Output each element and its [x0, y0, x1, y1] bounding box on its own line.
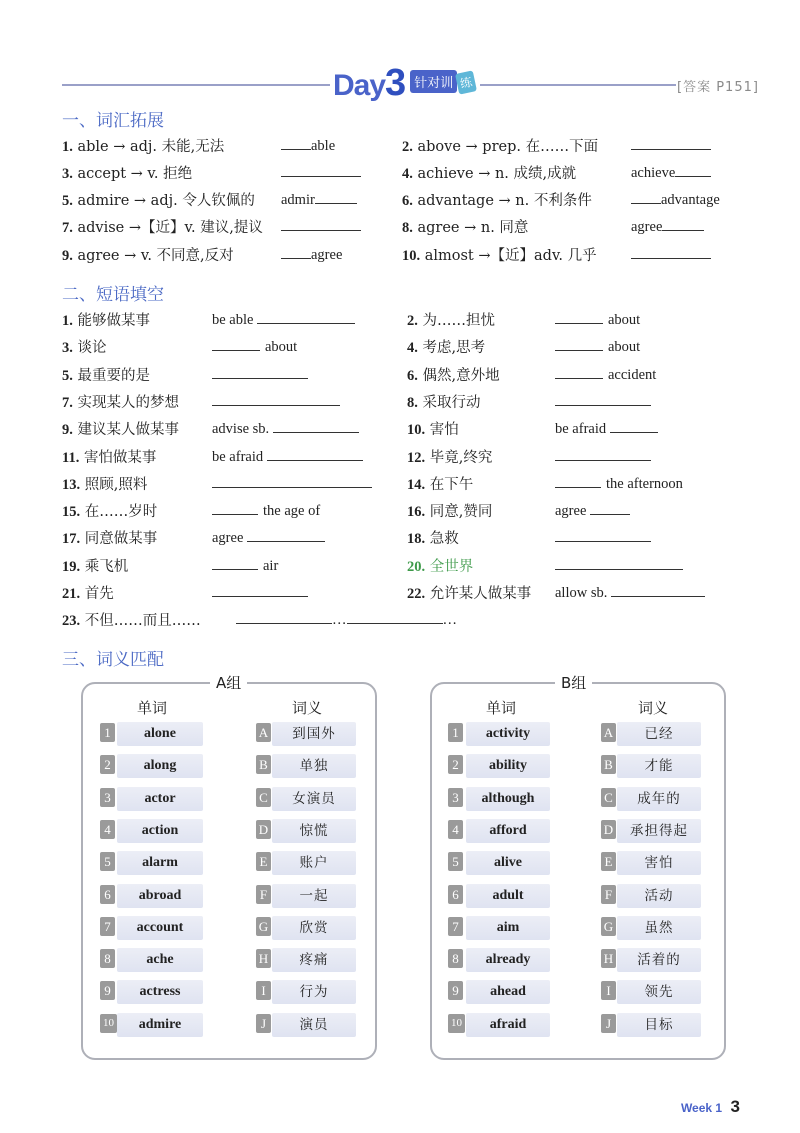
phrase-english: the age of: [263, 503, 321, 520]
vocab-prompt: almost →【近】adv. 几乎: [424, 248, 597, 264]
group-a-word-index: 6: [100, 885, 115, 904]
phrase-english: be afraid: [555, 421, 607, 438]
phrase-number: 3.: [62, 340, 73, 357]
phrase-chinese: 首先: [84, 586, 114, 602]
ellipsis: …: [332, 612, 347, 629]
group-b-meaning-index: A: [601, 723, 616, 742]
group-a-meaning-cell[interactable]: 欣赏: [272, 916, 356, 940]
group-b-meaning-cell[interactable]: 承担得起: [617, 819, 701, 843]
phrase-number: 2.: [407, 313, 418, 329]
group-a-word-index: 1: [100, 723, 115, 742]
phrase-number: 10.: [407, 422, 426, 439]
phrase-number: 14.: [407, 476, 426, 493]
phrase-number: 1.: [62, 313, 73, 329]
vocab-answer-blank[interactable]: [631, 189, 720, 209]
vocab-item: [62, 162, 192, 183]
group-a-meaning-index: H: [256, 949, 271, 968]
phrase-number: 9.: [62, 422, 73, 439]
vocab-answer-stem: achieve: [631, 165, 676, 181]
phrase-english: the afternoon: [606, 475, 683, 492]
group-b-meaning-index: J: [601, 1014, 616, 1033]
vocab-answer-blank[interactable]: [281, 162, 361, 182]
phrase-item: [407, 336, 485, 357]
phrase-answer-blank[interactable]: [555, 582, 705, 602]
phrase-item: [407, 418, 459, 439]
group-b-meaning-index: E: [601, 852, 616, 871]
page-number: 3: [730, 1097, 740, 1116]
group-b-word-cell[interactable]: already: [466, 948, 550, 972]
group-a-meaning-cell[interactable]: 一起: [272, 884, 356, 908]
vocab-answer-blank[interactable]: [281, 216, 361, 236]
group-b-word-index: 7: [448, 917, 463, 936]
phrase-chinese: 偶然,意外地: [422, 367, 500, 384]
vocab-item: [402, 162, 576, 183]
group-b-meaning-index: D: [601, 820, 616, 839]
group-a-word-cell[interactable]: actor: [117, 787, 203, 811]
phrase-chinese: 害怕做某事: [83, 449, 157, 466]
phrase-english: be able: [212, 312, 254, 328]
phrase-answer-blank[interactable]: [236, 609, 457, 629]
group-a-meaning-cell[interactable]: 账户: [272, 851, 356, 875]
group-a-word-index: 3: [100, 788, 115, 807]
phrase-answer-blank[interactable]: [212, 527, 325, 547]
vocab-prompt: agree → n. 同意: [417, 220, 529, 236]
vocab-prompt: accept → v. 拒绝: [77, 166, 193, 182]
group-b-meaning-cell[interactable]: 目标: [617, 1013, 701, 1037]
group-a-word-cell[interactable]: abroad: [117, 884, 203, 908]
group-a-word-index: 7: [100, 917, 115, 936]
group-a-meaning-index: A: [256, 723, 271, 742]
phrase-chinese: 毕竟,终究: [429, 449, 493, 466]
phrase-number: 6.: [407, 367, 418, 384]
group-b-meaning-index: H: [601, 949, 616, 968]
phrase-answer-blank[interactable]: [212, 309, 355, 329]
phrase-item: [407, 582, 531, 603]
phrase-answer-blank[interactable]: [555, 391, 656, 411]
group-b-word-index: 5: [448, 852, 463, 871]
group-b-word-index: 1: [448, 723, 463, 742]
phrase-chinese: 同意做某事: [84, 531, 158, 548]
vocab-answer-blank[interactable]: [631, 135, 711, 155]
day-number: 3: [385, 62, 407, 104]
group-b-word-index: 10: [448, 1014, 465, 1033]
phrase-chinese: 全世界: [429, 558, 474, 575]
phrase-answer-blank[interactable]: [212, 364, 313, 384]
phrase-number: 19.: [62, 558, 81, 575]
vocab-item: [402, 189, 592, 210]
vocab-number: 10.: [402, 248, 421, 264]
group-b-meaning-cell[interactable]: 活着的: [617, 948, 701, 972]
group-b-word-cell[interactable]: alive: [466, 851, 550, 875]
phrase-number: 8.: [407, 394, 418, 411]
vocab-answer-blank[interactable]: [631, 244, 711, 264]
group-a-meaning-cell[interactable]: 疼痛: [272, 948, 356, 972]
group-b-meaning-cell[interactable]: 领先: [617, 980, 701, 1004]
group-a-meaning-cell[interactable]: 单独: [272, 754, 356, 778]
group-a-label: A组: [210, 672, 247, 693]
phrase-chinese: 谈论: [77, 340, 107, 357]
phrase-chinese: 能够做某事: [77, 313, 150, 329]
vocab-prompt: advise →【近】v. 建议,提议: [77, 220, 263, 236]
group-b-word-cell[interactable]: aim: [466, 916, 550, 940]
vocab-number: 8.: [402, 220, 413, 236]
group-a-word-index: 8: [100, 949, 115, 968]
phrase-chinese: 实现某人的梦想: [77, 394, 179, 411]
phrase-number: 7.: [62, 394, 73, 411]
phrase-number: 17.: [62, 531, 81, 548]
phrase-item: [62, 609, 201, 630]
phrase-english: allow sb.: [555, 585, 608, 601]
vocab-prompt: advantage → n. 不利条件: [417, 193, 592, 209]
group-b-meaning-index: F: [601, 885, 616, 904]
group-b-word-cell[interactable]: adult: [466, 884, 550, 908]
vocab-number: 2.: [402, 139, 413, 155]
group-b-meaning-index: B: [601, 755, 616, 774]
phrase-english: about: [608, 312, 641, 328]
section-vocab-title: 一、词汇拓展: [62, 111, 164, 131]
practice-tag: 针对训: [410, 70, 457, 93]
group-b-word-cell[interactable]: activity: [466, 722, 550, 746]
group-a-meaning-index: G: [256, 917, 271, 936]
phrase-number: 5.: [62, 367, 73, 384]
phrase-item: [407, 446, 492, 467]
phrase-answer-blank[interactable]: [555, 309, 640, 329]
phrase-item: [62, 473, 147, 494]
group-a-meaning-cell[interactable]: 行为: [272, 980, 356, 1004]
group-b-meaning-cell[interactable]: 已经: [617, 722, 701, 746]
phrase-answer-blank[interactable]: [555, 446, 656, 466]
phrase-item: [62, 527, 157, 548]
group-a-meaning-index: I: [256, 981, 271, 1000]
vocab-answer-blank[interactable]: [631, 216, 704, 236]
phrase-item: [407, 309, 495, 330]
phrase-item: [62, 336, 106, 357]
group-b-label: B组: [555, 672, 592, 693]
vocab-answer-blank[interactable]: [281, 244, 342, 264]
answer-ref: [答案 P151]: [677, 80, 759, 95]
phrase-chinese: 同意,赞同: [429, 504, 493, 521]
group-a-word-header: 单词: [137, 699, 168, 717]
vocab-number: 7.: [62, 220, 73, 236]
answer-ref-text: 答案 P151: [683, 80, 753, 95]
phrase-chinese: 考虑,思考: [422, 340, 486, 357]
phrase-item: [62, 391, 179, 412]
vocab-answer-stem: agree: [631, 219, 663, 235]
vocab-number: 4.: [402, 166, 413, 182]
vocab-answer-stem: admir: [281, 192, 315, 208]
vocab-number: 6.: [402, 193, 413, 209]
phrase-answer-blank[interactable]: [555, 500, 630, 520]
group-a-meaning-header: 词义: [292, 699, 323, 717]
group-a-word-index: 2: [100, 755, 115, 774]
vocab-item: [62, 244, 234, 265]
vocab-item: [402, 216, 528, 237]
phrase-item: [407, 391, 480, 412]
group-a-word-cell[interactable]: action: [117, 819, 203, 843]
phrase-item: [407, 555, 473, 576]
phrase-number: 16.: [407, 504, 426, 521]
phrase-answer-blank[interactable]: [555, 364, 656, 384]
vocab-answer-blank[interactable]: [631, 162, 711, 182]
group-a-word-cell[interactable]: actress: [117, 980, 203, 1004]
group-b-word-cell[interactable]: afford: [466, 819, 550, 843]
week-label: Week 1: [680, 1101, 723, 1115]
group-a-meaning-cell[interactable]: 演员: [272, 1013, 356, 1037]
phrase-number: 15.: [62, 504, 81, 521]
group-a-word-index: 4: [100, 820, 115, 839]
vocab-item: [402, 135, 598, 156]
vocab-item: [402, 244, 597, 265]
phrase-answer-blank[interactable]: [555, 527, 656, 547]
vocab-item: [62, 216, 263, 237]
group-b-word-cell[interactable]: afraid: [466, 1013, 550, 1037]
group-b-meaning-index: C: [601, 788, 616, 807]
vocab-item: [62, 135, 224, 156]
phrase-answer-blank[interactable]: [555, 418, 658, 438]
group-b-word-cell[interactable]: ability: [466, 754, 550, 778]
group-a-meaning-index: J: [256, 1014, 271, 1033]
vocab-number: 5.: [62, 193, 73, 209]
group-a-word-cell[interactable]: alarm: [117, 851, 203, 875]
page-title: [333, 62, 483, 104]
group-b-meaning-cell[interactable]: 成年的: [617, 787, 701, 811]
vocab-prompt: agree → v. 不同意,反对: [77, 248, 234, 264]
phrase-item: [62, 555, 128, 576]
group-a-word-cell[interactable]: along: [117, 754, 203, 778]
group-b-meaning-index: G: [601, 917, 616, 936]
vocab-number: 1.: [62, 139, 73, 155]
phrase-item: [62, 364, 150, 385]
group-a-word-index: 9: [100, 981, 115, 1000]
vocab-prompt: admire → adj. 令人钦佩的: [77, 193, 255, 209]
group-b-meaning-header: 词义: [638, 699, 669, 717]
vocab-answer-blank[interactable]: [281, 189, 357, 209]
vocab-answer-stem: agree: [311, 247, 343, 263]
group-a-meaning-index: B: [256, 755, 271, 774]
phrase-english: about: [608, 339, 641, 356]
group-b-meaning-cell[interactable]: 活动: [617, 884, 701, 908]
vocab-number: 3.: [62, 166, 73, 182]
page-footer: [681, 1097, 740, 1117]
group-a-word-cell[interactable]: account: [117, 916, 203, 940]
phrase-item: [62, 446, 156, 467]
phrase-answer-blank[interactable]: [212, 473, 377, 493]
phrase-chinese: 在下午: [429, 476, 474, 493]
phrase-chinese: 为……担忧: [422, 313, 495, 329]
phrase-number: 12.: [407, 449, 426, 466]
phrase-english: agree: [555, 503, 587, 520]
phrase-chinese: 最重要的是: [77, 367, 150, 384]
ellipsis: …: [442, 612, 457, 629]
phrase-number: 13.: [62, 476, 81, 493]
phrase-item: [62, 418, 179, 439]
group-b-meaning-cell[interactable]: 害怕: [617, 851, 701, 875]
phrase-answer-blank[interactable]: [212, 336, 297, 356]
phrase-item: [407, 527, 459, 548]
phrase-answer-blank[interactable]: [555, 555, 688, 575]
vocab-prompt: achieve → n. 成绩,成就: [417, 166, 577, 182]
phrase-item: [62, 500, 157, 521]
group-b-word-cell[interactable]: ahead: [466, 980, 550, 1004]
phrase-english: air: [263, 557, 279, 574]
phrase-answer-blank[interactable]: [212, 391, 345, 411]
vocab-answer-stem: able: [311, 138, 336, 154]
phrase-number: 11.: [62, 449, 80, 466]
group-b-word-cell[interactable]: although: [466, 787, 550, 811]
phrase-number: 21.: [62, 586, 81, 602]
group-a-meaning-index: E: [256, 852, 271, 871]
phrase-english: accident: [608, 366, 657, 383]
group-b-word-index: 6: [448, 885, 463, 904]
group-b-word-index: 2: [448, 755, 463, 774]
phrase-chinese: 建议某人做某事: [77, 422, 179, 439]
vocab-item: [62, 189, 255, 210]
vocab-answer-blank[interactable]: [281, 135, 335, 155]
group-a-word-cell[interactable]: admire: [117, 1013, 203, 1037]
group-a-meaning-cell[interactable]: 到国外: [272, 722, 356, 746]
group-a-word-index: 10: [100, 1014, 117, 1033]
phrase-number: 4.: [407, 340, 418, 357]
group-a-meaning-index: F: [256, 885, 271, 904]
phrase-answer-blank[interactable]: [555, 336, 640, 356]
group-a-meaning-cell[interactable]: 惊慌: [272, 819, 356, 843]
phrase-answer-blank[interactable]: [212, 418, 359, 438]
phrase-number: 18.: [407, 531, 426, 548]
phrase-item: [407, 364, 500, 385]
phrase-number: 23.: [62, 613, 81, 630]
group-b-word-index: 3: [448, 788, 463, 807]
phrase-item: [407, 500, 492, 521]
phrase-item: [407, 473, 473, 494]
phrase-chinese: 允许某人做某事: [429, 586, 532, 602]
group-a-word-index: 5: [100, 852, 115, 871]
phrase-answer-blank[interactable]: [212, 500, 320, 520]
phrase-chinese: 急救: [429, 531, 459, 548]
phrase-number: 22.: [407, 586, 426, 602]
phrase-english: advise sb.: [212, 421, 270, 438]
phrase-chinese: 害怕: [429, 422, 459, 439]
phrase-english: be afraid: [212, 448, 264, 465]
group-a-meaning-index: C: [256, 788, 271, 807]
vocab-prompt: above → prep. 在……下面: [417, 139, 599, 155]
phrase-answer-blank[interactable]: [212, 582, 313, 602]
phrase-answer-blank[interactable]: [555, 473, 683, 493]
section-phrase-title: 二、短语填空: [62, 285, 164, 305]
phrase-number: 20.: [407, 558, 426, 575]
phrase-chinese: 在……岁时: [84, 504, 158, 521]
section-match-title: 三、词义匹配: [62, 650, 164, 670]
group-b-word-index: 4: [448, 820, 463, 839]
phrase-chinese: 乘飞机: [84, 558, 129, 575]
phrase-item: [62, 309, 150, 330]
group-a-meaning-cell[interactable]: 女演员: [272, 787, 356, 811]
vocab-answer-stem: advantage: [661, 192, 720, 208]
day-word: Day: [333, 69, 386, 102]
phrase-chinese: 照顾,照料: [84, 476, 148, 493]
group-b-meaning-index: I: [601, 981, 616, 1000]
vocab-prompt: able → adj. 未能,无法: [77, 139, 225, 155]
group-a-word-cell[interactable]: ache: [117, 948, 203, 972]
phrase-chinese: 不但……而且……: [84, 613, 201, 630]
phrase-answer-blank[interactable]: [212, 446, 363, 466]
practice-tag-2: 练: [455, 70, 477, 94]
phrase-item: [62, 582, 114, 603]
group-b-word-index: 8: [448, 949, 463, 968]
phrase-english: agree: [212, 530, 244, 547]
phrase-answer-blank[interactable]: [212, 555, 278, 575]
phrase-english: about: [265, 339, 298, 356]
phrase-chinese: 采取行动: [422, 394, 481, 411]
group-a-word-cell[interactable]: alone: [117, 722, 203, 746]
group-b-meaning-cell[interactable]: 才能: [617, 754, 701, 778]
group-b-meaning-cell[interactable]: 虽然: [617, 916, 701, 940]
vocab-number: 9.: [62, 248, 73, 264]
group-a-meaning-index: D: [256, 820, 271, 839]
group-b-word-header: 单词: [486, 699, 517, 717]
group-b-word-index: 9: [448, 981, 463, 1000]
